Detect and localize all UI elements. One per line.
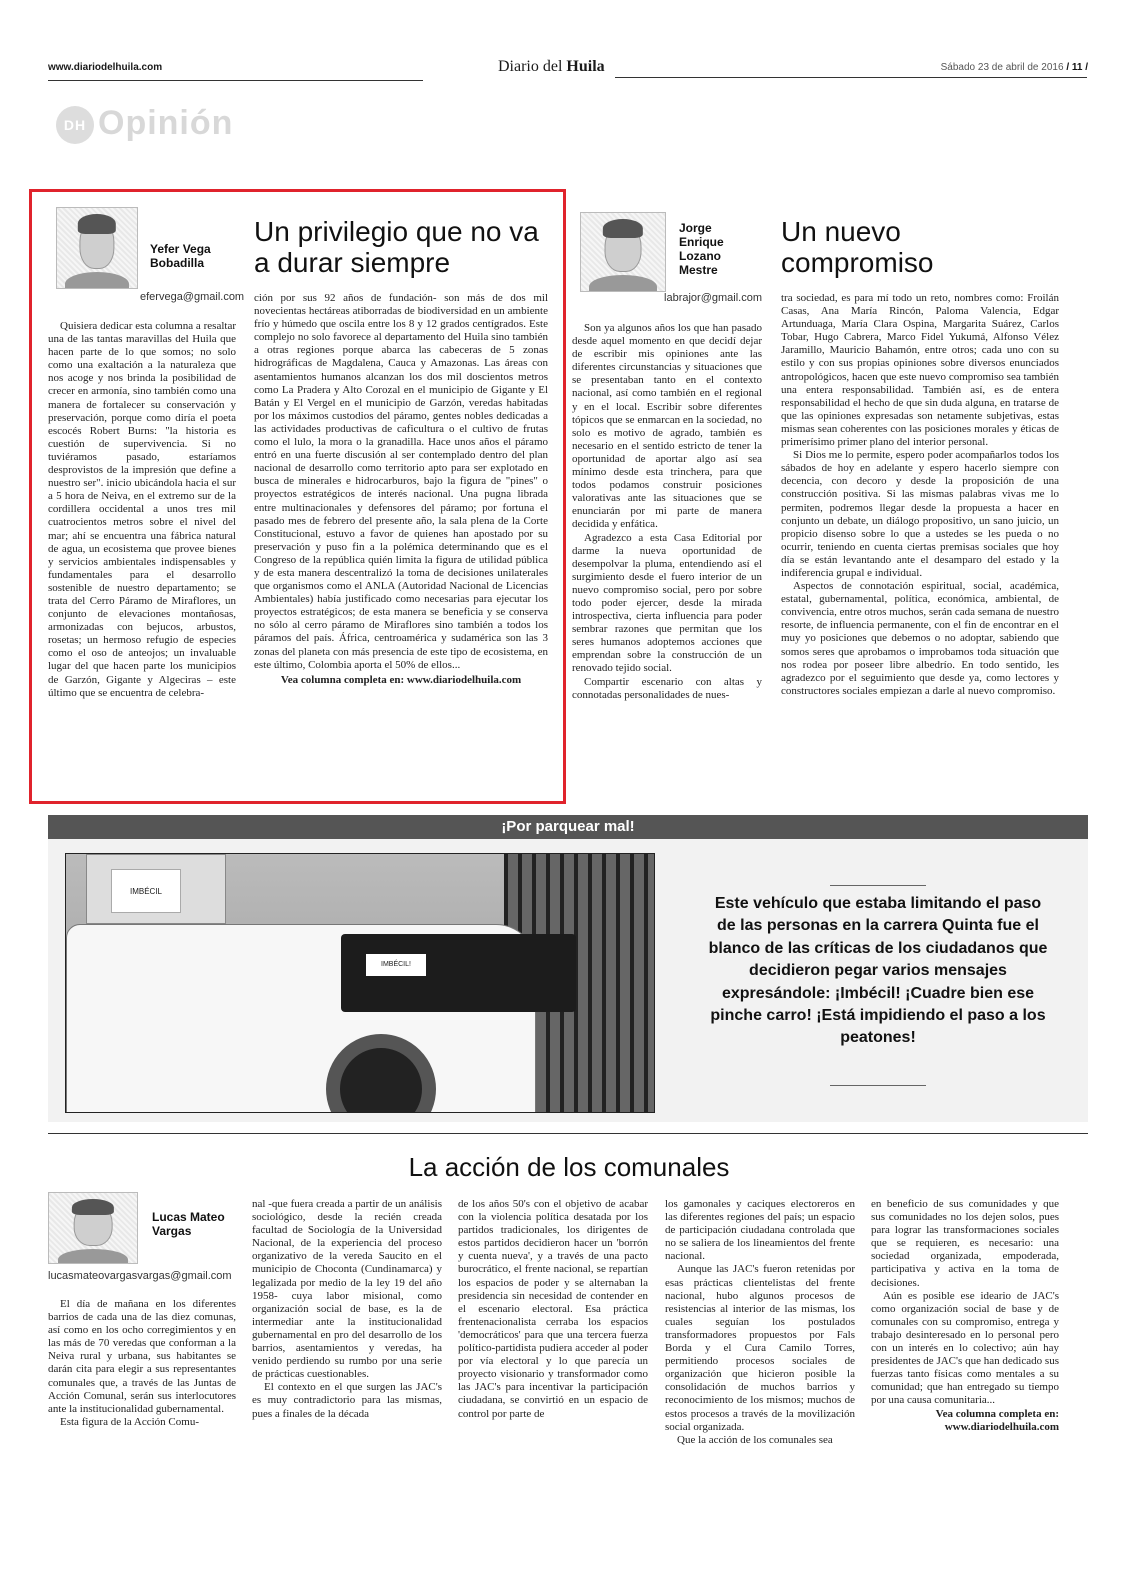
parked-truck-photo xyxy=(65,853,655,1113)
headline-2: Un nuevo compromiso xyxy=(781,216,934,278)
caption-rule-top xyxy=(830,885,926,886)
headline-1: Un privilegio que no va a durar siempre xyxy=(254,216,539,278)
author-photo-yefer xyxy=(56,207,138,289)
insult-note-window: IMBÉCIL xyxy=(111,869,181,913)
site-url[interactable]: www.diariodelhuila.com xyxy=(48,62,163,73)
author-email-3[interactable]: lucasmateovargasvargas@gmail.com xyxy=(48,1270,232,1282)
article3-col1 xyxy=(48,1298,236,1429)
article3-col4-p2: Aunque las JAC's fueron retenidas por esas prácticas clientelistas del frente nacional, hubo algunos procesos de resistencias al interior de las mismas, los cuales seguían los postulados transformadores propuestos por Fals Borda y el Cura Camilo Torres, permitiendo procesos sociales de organización que hicieron posible la consolidación de muchos barrios y reconocimiento de los mismos; muchos de estos procesos a través de la movilización social organizada. xyxy=(665,1263,855,1433)
author-email-1[interactable]: efervega@gmail.com xyxy=(140,291,245,303)
section-banner xyxy=(48,100,418,185)
article3-col2-p1: nal -que fuera creada a partir de un análisis sociológico, desde la recién creada facultad de Sociología de la Universidad Nacional, de la experiencia del proceso organizativo de la vereda Saucito en el municipio de Choconta (Cundinamarca) y legalizada por medio de la ley 19 del año 1958- cuya labor misional, como organización social de base, es la de intermediar ante la institucionalidad gubernamental en pro del desarrollo de los barrios, asentamientos y veredas, ha venido perdiendo su rumbo por una serie de prácticas cuestionables. xyxy=(252,1198,442,1381)
section-label: Opinión xyxy=(98,104,234,142)
section-title xyxy=(56,104,233,144)
author-name-3: Lucas Mateo Vargas xyxy=(152,1210,225,1238)
article3-col4 xyxy=(665,1198,855,1447)
article3-col4-p1: los gamonales y caciques electoreros en las diferentes regiones del país; un espacio de participación ciudadana controlada que no se saliera de los lineamientos del frente nacional. xyxy=(665,1198,855,1263)
author-email-2[interactable]: labrajor@gmail.com xyxy=(664,292,762,304)
masthead-bold: Huila xyxy=(566,58,605,75)
author-photo-lucas xyxy=(48,1192,138,1264)
read-more-label-3: Vea columna completa en: xyxy=(935,1407,1059,1420)
article1-col2-text: ción por sus 92 años de fundación- son más de dos mil novecientas hectáreas atiborradas de biodiversidad en un ambiente frío y húmedo que oscila entre los 8 y 12 grados centígrados. Este complejo no solo favorece al departamento del Huila sino también a otras regiones porque abarca las cabeceras de 5 zonas hidrográficas de Magdalena, Cauca y Amazonas. Las áreas con asentamientos humanos alcanzan los dos mil doscientos metros como La Pradera y Alto Corozal en el municipio de Gigante y El Batán y El Vergel en el municipio de Garzón, veredas habitadas por los máximos custodios del páramo, gentes nobles dedicadas a las actividades productivas de caficultura o el cultivo de frutas como el lulo, la mora o la granadilla. Hace unos años el páramo entró en una fuerte discusión al ser contemplado dentro del plan nacional de desarrollo como territorio apto para ser explotado en busca de minerales e hidrocarburos, bajo la figura de "pines" o proyectos estratégicos de interés nacional. Una pugna librada entre multinacionales y defensores del páramo; por fortuna el pasado mes de febrero del presente año, la sala plena de la Corte Constitucional, estuvo a favor de quienes han apostado por su preservación y puso fin a la polémica determinando que es el Congreso de la república quién limita la figura de utilidad pública y de esta manera descentralizó la toma de decisiones unilaterales que organismos como el ANLA (Autoridad Nacional de Licencias Ambientales) había justificado como necesarias para ejecutar los proyectos estratégicos; de esta manera se beneficia y se conserva no sólo al cerro páramo de Miraflores sino también a todos los páramos del país. África, centroamérica y sudamérica son las 3 zonas del planeta con más presencia de este tipo de ecosistema, en este último, Colombia aporta el 50% de ellos... xyxy=(254,292,548,671)
page-number: / 11 / xyxy=(1066,62,1088,73)
article2-col1-p1: Son ya algunos años los que han pasado desde aquel momento en que decidí dejar de escribir mis opiniones ante las diferentes circunstancias y situaciones que se presentaban tanto en el contexto nacional, así como también en el regional y en el local. Escribir sobre diferentes tópicos que se enmarcan en la sociedad, no solo es motivo de agrado, también es necesario en el sentido estricto de tener la oportunidad de aportar algo así sea mínimo desde esta trinchera, para que todos podamos construir posiciones valorativas ante las situaciones que se enunciarán por mi parte de manera decidida y enfática. xyxy=(572,322,762,531)
article2-col1 xyxy=(572,322,762,702)
article2-col1-p3: Compartir escenario con altas y connotadas personalidades de nues- xyxy=(572,675,762,701)
header-rule-left xyxy=(48,80,423,81)
article3-col5-p2: Aún es posible ese ideario de JAC's como organización social de base y de comunales con su compromiso, entrega y trabajo desinteresado en lo personal pero con un interés en lo colectivo; aún hay presidentes de JAC's que han dedicado sus fuerzas tanto físicas como mentales a su comunidad; que han entregado su tiempo por una causa comunitaria... xyxy=(871,1289,1059,1407)
read-more-link-3[interactable]: www.diariodelhuila.com xyxy=(944,1420,1059,1433)
masthead-plain: Diario del xyxy=(498,58,567,75)
page-header xyxy=(48,58,1088,78)
article2-col2 xyxy=(781,292,1059,698)
photo-section-title: ¡Por parquear mal! xyxy=(48,815,1088,839)
article2-col2-p3: Aspectos de connotación espiritual, social, académica, estatal, gubernamental, política, económica, ambiental, de convivencia, entre otros muchos, serán cada semana de nuestro resorte, de influencia permanente, con el fin de encontrar en el muy yo posiciones que debemos o no adoptar, sabiendo que somos seres que aprobamos o improbamos toda situación que nos rodea por poseer libre albedrío. En todo sentido, les agradezco por el seguimiento que desde ya, como lectores y constructores sociales empiezan a darle al nuevo compromiso. xyxy=(781,580,1059,697)
author-photo-jorge xyxy=(580,212,666,292)
article3-col2-p2: El contexto en el que surgen las JAC's es muy contradictorio para las mismas, pues a finales de la década xyxy=(252,1381,442,1420)
photo-section xyxy=(48,815,1088,1122)
article3-col2 xyxy=(252,1198,442,1421)
article1-col1 xyxy=(48,320,236,700)
article3-col4-p3: Que la acción de los comunales sea xyxy=(677,1433,833,1446)
caption-rule-bottom xyxy=(830,1085,926,1086)
masthead xyxy=(498,58,605,76)
header-rule-right xyxy=(615,77,1087,78)
article3-col1-p1: El día de mañana en los diferentes barrios de cada una de las diez comunas, así como en los ocho corregimientos y en las más de 70 veredas que conforman a la Neiva rural y urbana, sus habitantes se darán cita para elegir a sus representantes comunales que, a través de las Juntas de Acción Comunal, serán sus interlocutores ante la institucionalidad gubernamental. xyxy=(48,1298,236,1415)
insult-note-truck: IMBÉCIL! xyxy=(366,954,426,976)
dateline xyxy=(941,62,1088,73)
date: Sábado 23 de abril de 2016 xyxy=(940,62,1064,73)
article2-col1-p2: Agradezco a esta Casa Editorial por darme la nueva oportunidad de desempolvar la pluma, entendiendo así el surgimiento desde el fuero interior de un nuevo compromiso social, pero por sobre todo poder ejercer, desde la mirada introspectiva, cierta influencia para poder sembrar razones que permitan que los seres humanos adoptemos acciones que emprendan sobre la construcción de un renovado tejido social. xyxy=(572,531,762,675)
article3-col3-p1: de los años 50's con el objetivo de acabar con la violencia política desatada por los partidos tradicionales, los dirigentes de estos partidos decidieron hacer un 'borrón y cuenta nueva', y a través de una pacto burocrático, el frente nacional, se repartían los espacios de poder y se alternaban la presidencia sin necesidad de contender en el escenario electoral. Esa práctica frentenacionalista cerraba los espacios 'democráticos' para que una tercera fuerza político-partidista pudiera acceder al poder por vía electoral y lo que parecía un proyecto visionario y transformador como las JAC's para incentivar la participación ciudadana, se convirtió en un espacio de control por parte de xyxy=(458,1198,648,1420)
author-name-2: Jorge Enrique Lozano Mestre xyxy=(679,221,724,277)
article2-col2-p2: Si Dios me lo permite, espero poder acompañarlos todos los sábados de hoy en adelante y espero hacerlo siempre con decencia, con decoro y desde la proposición de una construcción positiva. Si las mismas palabras vivas me lo permiten, podremos llegar desde la propuesta a hacer en conjunto un debate, un diálogo propositivo, un sano juicio, un propicio disenso sobre lo que a ustedes se les pueda o no ocurrir, teniendo en cuenta ciertas premisas sociales que hoy día se están levantando ante el desamparo del estado y la indiferencia grupal e individual. xyxy=(781,449,1059,579)
dh-badge: DH xyxy=(56,106,94,144)
section-divider xyxy=(48,1133,1088,1134)
article2-col2-p1: tra sociedad, es para mí todo un reto, nombres como: Froilán Casas, Ana María Rincón, Paloma Valencia, Edgar Artunduaga, María Clara Ospina, Margarita Suárez, Carlos Tobar, Hugo Cabrera, Marco Fidel Yukumá, Alfonso Vélez Jaramillo, Mauricio Bahamón, entre otros; cada uno con su estilo y con sus propias opiniones sobre diversos enunciados antropológicos, hacen que este nuevo compromiso sea también una entera responsabilidad. También así, es de entera responsabilidad el hecho de que sin duda alguna, en tratarse de que las opiniones expresadas son netamente subjetivas, estas mismas sean coherentes con las posiciones morales y éticas de primerísimo primer plano del interior personal. xyxy=(781,292,1059,449)
article3-col5-p1: en beneficio de sus comunidades y que sus comunidades no los dejen solos, pues para lograr las transformaciones sociales que se requieren, es necesario: una sociedad organizada, empoderada, participativa y activa en la toma de decisiones. xyxy=(871,1198,1059,1289)
read-more-link-1[interactable]: Vea columna completa en: www.diariodelhuila.com xyxy=(280,673,522,686)
article3-col5 xyxy=(871,1198,1059,1434)
article1-col2 xyxy=(254,292,548,687)
article3-col1-p2: Esta figura de la Acción Comu- xyxy=(60,1415,199,1428)
headline-3: La acción de los comunales xyxy=(408,1152,730,1182)
photo-caption: Este vehículo que estaba limitando el paso de las personas en la carrera Quinta fue el blanco de las críticas de los ciudadanos que decidieron pegar varios mensajes expresándole: ¡Imbécil! ¡Cuadre bien ese pinche carro! ¡Está impidiendo el paso a los peatones! xyxy=(708,895,1048,1047)
article3-col3 xyxy=(458,1198,648,1421)
article1-col1-text: Quisiera dedicar esta columna a resaltar una de las tantas maravillas del Huila que hacen parte de lo que somos; no solo como una exaltación a la naturaleza que nos acoge y nos brinda la posibilidad de crecer en armonía, sino también como una manera de fortalecer su conservación y preservación, porque como diría el poeta escocés Robert Burns: "la historia es cuestión de supervivencia. Si no tuviéramos pasado, estaríamos desprovistos de la impresión que define a nuestro ser". inicio ubicándola hacia el sur a 5 hora de Neiva, en el extremo sur de la cordillera occidental a unos tres mil cuatrocientos metros sobre el nivel del mar; ahí se encuentra una fábrica natural de agua, un ecosistema que provee bienes y servicios ambientales indispensables y fundamentales para el desarrollo sostenible de nuestro departamento; se trata del Cerro Páramo de Miraflores, un conjunto de elevaciones montañosas, armonizadas con bejucos, arbustos, rosetas; un hermoso refugio de especies como el oso de anteojos; un invaluable lugar del que hacen parte los municipios de Garzón, Gigante y Algeciras – este último que se encuentra de celebra- xyxy=(48,320,236,699)
author-name-1: Yefer Vega Bobadilla xyxy=(150,242,211,270)
